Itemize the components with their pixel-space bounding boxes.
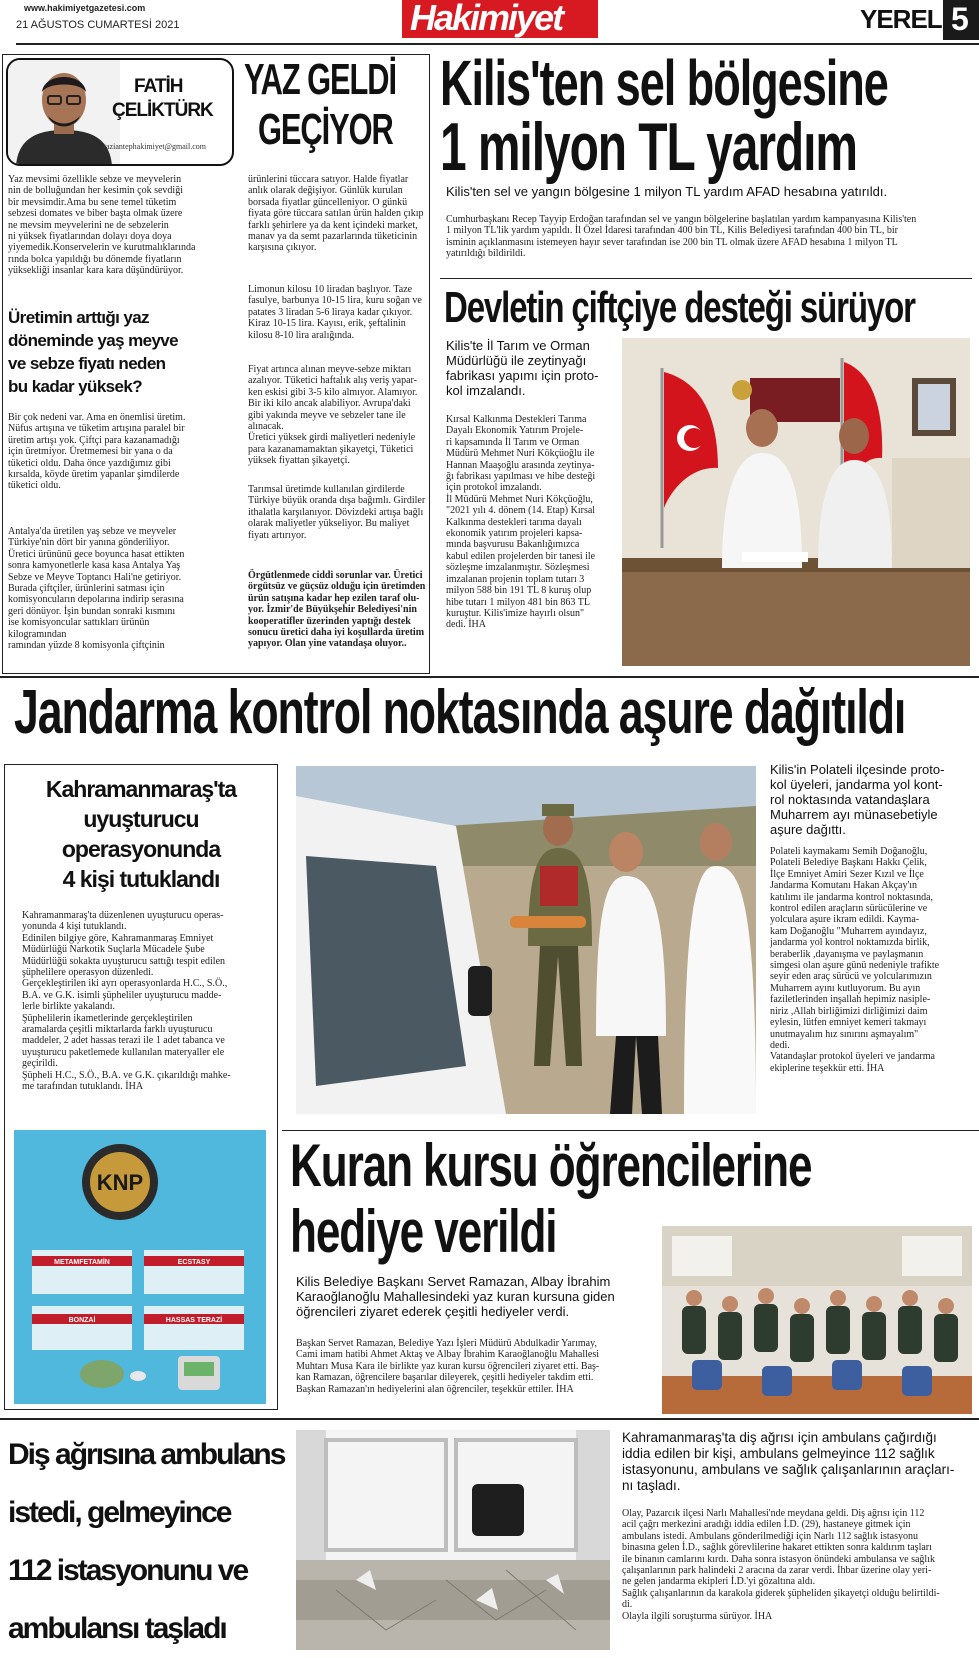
evidence-label: METAMFETAMİN xyxy=(54,1259,110,1266)
masthead xyxy=(0,0,979,44)
author-card xyxy=(6,58,234,166)
column-paragraph: Fiyat artınca alınan meyve-sebze miktarı azalıyor. Tüketici haftalık alış veriş yapar- ken eskisi gibi 3-5 kilo almıyor. Alamıyor. Bir iki kilo ancak alabiliyor. Avrupa'daki gibi yakında meyve ve sebzeler tane ile alınacak. Üretici yüksek girdi maliyetleri nedeniyle para kazanamamaktan şikayetçi, Tüketici yüksek fiyattan şikayetçi. xyxy=(248,364,418,467)
kilis-lead: Kilis'ten sel ve yangın bölgesine 1 milyon TL yardım AFAD hesabına yatırıldı. xyxy=(446,184,888,199)
author-email[interactable]: gaziantephakimiyet@gmail.com xyxy=(102,142,206,151)
kahramanmaras-photo xyxy=(14,1130,266,1404)
kahramanmaras-headline: Kahramanmaraş'ta uyuşturucu operasyonunda 4 kişi tutuklandı xyxy=(45,776,237,892)
page-number: 5 xyxy=(951,1,969,37)
jandarma-lead: Kilis'in Polateli ilçesinde proto- kol üyeleri, jandarma yol kont- rol noktasında vatandaşlara Muharrem ayı münasebetiyle aşure dağıttı. xyxy=(770,762,945,837)
ciftci-lead: Kilis'te İl Tarım ve Orman Müdürlüğü ile zeytinyağı fabrikası yapımı için proto- kol imzalandı. xyxy=(446,338,599,398)
column-title-line2: GEÇİYOR xyxy=(258,105,393,154)
logo-text: Hakimiyet xyxy=(410,0,563,38)
ambulans-headline: Diş ağrısına ambulans istedi, gelmeyince 112 istasyonunu ve ambulansı taşladı xyxy=(8,1438,285,1645)
column-paragraph: Limonun kilosu 10 liradan başlıyor. Taze fasulye, barbunya 10-15 lira, kuru soğan ve patates 3 liradan 5-6 liraya kadar çıkıyor. Kiraz 10-15 lira. Kayısı, erik, şeftalinin kilosu 8-10 lira aralığında. xyxy=(248,284,422,341)
knp-logo-text: KNP xyxy=(96,1170,144,1195)
column-title-line1: YAZ GELDİ xyxy=(244,55,396,104)
evidence-label: ECSTASY xyxy=(177,1259,211,1266)
column-paragraph: Tarımsal üretimde kullanılan girdilerde Türkiye büyük oranda dışa bağımlı. Girdiler ithalatla karşılanıyor. Dövizdeki artışa bağlı olarak maliyetler yükseliyor. Bu maliyet fiyatı artırıyor. xyxy=(248,484,426,541)
kilis-headline-line1: Kilis'ten sel bölgesine xyxy=(440,47,888,119)
ambulans-lead: Kahramanmaraş'ta diş ağrısı için ambulans çağırdığı iddia edilen bir kişi, ambulans gelmeyince 112 sağlık istasyonunu, ambulans ve sağlık çalışanlarının araçları- nı taşladı. xyxy=(622,1430,955,1493)
kilis-headline-line2: 1 milyon TL yardım xyxy=(440,109,857,185)
kuran-lead: Kilis Belediye Başkanı Servet Ramazan, Albay İbrahim Karaoğlanoğlu Mahallesindeki yaz kuran kursuna giden öğrencileri ziyaret ederek çeşitli hediyeler verdi. xyxy=(296,1274,615,1319)
kuran-headline-line1: Kuran kursu öğrencilerine xyxy=(290,1132,812,1199)
kahramanmaras-body: Kahramanmaraş'ta düzenlenen uyuşturucu operas- yonunda 4 kişi tutuklandı. Edinilen bilgiye göre, Kahramanmaraş Emniyet Müdürlüğü Narkotik Suçlarla Mücadele Şube Müdürlüğü sokakta uyuşturucu sattığı tespit edilen şüphelilere operasyon düzenledi. Gerçekleştirilen iki ayrı operasyonlarda H.C., S.Ö., B.A. ve G.K. isimli şüpheliler uyuşturucu madde- lerle birlikte yakalandı. Şüphelilerin ikametlerinde gerçekleştirilen aramalarda çeşitli miktarlarda farklı uyuşturucu maddeler, 2 adet hassas terazi ile 1 adet tabanca ve uyuşturucu paketlemede kullanılan materyaller ele geçirildi. Şüpheli H.C., S.Ö., B.A. ve G.K. çıkarıldığı mahke- me tarafından tutuklandı. İHA xyxy=(22,910,231,1093)
ambulans-photo xyxy=(296,1430,610,1650)
author-first-name: FATİH xyxy=(134,76,183,97)
section-rule xyxy=(440,278,972,279)
ciftci-body: Kırsal Kalkınma Destekleri Tarıma Dayalı Ekonomik Yatırım Projele- ri kapsamında İl Tarım ve Orman Müdürü Mehmet Nuri Kökçüoğlu ile Hannan Maaşoğlu arasında zeytinya- ğı fabrikası yapılması ve hibe desteği için protokol imzalandı. İl Müdürü Mehmet Nuri Kökçüoğlu, "2021 yılı 4. dönem (14. Etap) Kırsal Kalkınma destekleri tarıma dayalı ekonomik yatırım projeleri kapsa- mında başvurusu Bakanlığımızca kabul edilen projelerden bir tanesi ile sözleşme imzalanmıştır. Sözleşmesi imzalanan projenin toplam tutarı 3 milyon 588 bin 191 TL 8 kuruş olup hibe tutarı 1 milyon 481 bin 863 TL kuruştur. Kilis'imize hayırlı olsun" dedi. İHA xyxy=(446,414,596,631)
jandarma-photo xyxy=(296,766,756,1114)
issue-date: 21 AĞUSTOS CUMARTESİ 2021 xyxy=(16,19,180,31)
column-paragraph: Bir çok nedeni var. Ama en önemlisi üretim. Nüfus artışına ve tüketim artışına paralel bir üretim artışı yok. Çiftçi para kazanamadığı için üretmiyor. Üretmemesi bir yana o da tüketici oldu. Daha önce yazdığımız gibi kırsalda, köyde üretim yapanlar şimdilerde tüketici oldu. xyxy=(8,412,186,492)
jandarma-headline: Jandarma kontrol noktasında aşure dağıtıldı xyxy=(14,678,906,747)
column-paragraph-bold: Örgütlenmede ciddi sorunlar var. Üretici örgütsüz ve güçsüz olduğu için üretimden ürün satışına kadar hep ezilen taraf olu- yor. İzmir'de Büyükşehir Belediyesi'nin kooperatifler üzerinden yaptığı destek sonucu üretici daha iyi koşullarda üretim yapıyor. Olan yine vatandaşa oluyor.. xyxy=(248,570,426,650)
kilis-body: Cumhurbaşkanı Recep Tayyip Erdoğan tarafından sel ve yangın bölgelerine başlatılan yardım kampanyasına Kilis'ten 1 milyon TL'lik yardım yapıldı. İl Özel İdaresi tarafından 400 bin TL, Kilis Belediyesi tarafından 400 bin TL, bir isminin açıklanmasını istemeyen hayır sever tarafından ise 200 bin TL olmak üzere AFAD hesabına 1 milyon TL yatırıldığı bildirildi. xyxy=(446,214,917,260)
evidence-label: BONZAİ xyxy=(68,1317,96,1324)
section-rule xyxy=(282,1130,979,1131)
evidence-label: HASSAS TERAZİ xyxy=(165,1317,223,1324)
kuran-body: Başkan Servet Ramazan, Belediye Yazı İşleri Müdürü Abdulkadir Yarımay, Cami imam hatibi Ahmet Aktaş ve Albay İbrahim Karaoğlanoğlu Mahallesi Muhtarı Musa Kara ile birlikte yaz kuran kursu öğrencileri ziyaret etti. Baş- kan Ramazan, öğrencilere başarılar dileyerek, çeşitli hediyeler takdim etti. Başkan Ramazan'ın hediyelerini alan öğrenciler, teşekkür ettiler. İHA xyxy=(296,1338,600,1395)
ciftci-photo xyxy=(622,338,970,666)
logo[interactable] xyxy=(402,0,598,38)
column-subhead: Üretimin arttığı yaz döneminde yaş meyve ve sebze fiyatı neden bu kadar yüksek? xyxy=(8,308,179,396)
header-rule xyxy=(16,43,979,45)
kuran-photo xyxy=(662,1226,972,1414)
website-url[interactable]: www.hakimiyetgazetesi.com xyxy=(24,3,146,13)
ciftci-headline: Devletin çiftçiye desteği sürüyor xyxy=(444,283,915,332)
author-last-name: ÇELİKTÜRK xyxy=(112,100,213,121)
column-paragraph: Yaz mevsimi özellikle sebze ve meyvelerin nin de bolluğundan her kesimin çok sevdiği bir mevsimdir.Ama bu sene temel tüketim sebzesi domates ve biber başta olmak üzere ne mevsim meyvelerini ne de sebzelerin ni yüksek fiyatlarından dolayı doya doya yiyemedik.Konservelerin ve kurutmalıklarında rında bolca yapıldığı bu dönemde fiyatların yüksekliği insanlar kara kara düşündürüyor. xyxy=(8,174,196,277)
page-number-badge xyxy=(943,0,979,40)
section-label: YEREL xyxy=(860,4,942,34)
kuran-headline-line2: hediye verildi xyxy=(290,1198,557,1265)
ambulans-body: Olay, Pazarcık ilçesi Narlı Mahallesi'nde meydana geldi. Diş ağrısı için 112 acil çağrı merkezini aradığı iddia edilen İ.D. (29), hastaneye gitmek için ambulans istedi. Ambulans gönderilmediği için Narlı 112 sağlık istasyonu binasına gelen İ.D., sağlık görevlilerine hakaret ettikten sonra kaldırım taşları ile binanın camlarını kırdı. Daha sonra istasyon önündeki ambulansa ve sağlık çalışanlarının park halindeki 2 aracına da zarar verdi. İhbar üzerine olay yeri- ne gelen jandarma ekipleri İ.D.'yi gözaltına aldı. Sağlık çalışanlarının da karakola giderek şüpheliden şikayetçi olduğu belirtildi- di. Olayla ilgili soruşturma sürüyor. İHA xyxy=(622,1508,940,1622)
column-paragraph: ürünlerini tüccara satıyor. Halde fiyatlar anlık olarak değişiyor. Günlük kurulan borsada fiyatlar güncelleniyor. O günkü fiyata göre tüccara satılan ürün halden çıkıp farklı şehirlere ya da kent içindeki market, manav ya da semt pazarlarında tüketicinin karşısına çıkıyor. xyxy=(248,174,424,254)
column-paragraph: Antalya'da üretilen yaş sebze ve meyveler Türkiye'nin dört bir yanına gönderiliyor. Üretici ürününü gece boyunca hasat ettikten sonra kamyonetlerle kasa kasa Antalya Yaş Sebze ve Meyve Toptancı Hali'ne getiriyor. Burada çiftçiler, ürünlerini satması için komisyoncuların depolarına indirip serasına geri dönüyor. İşin bundan sonraki kısmını ise komisyoncular sattıkları ürünün kilogramından ramından yüzde 8 komisyonla çiftçinin xyxy=(8,526,185,652)
jandarma-body: Polateli kaymakamı Semih Doğanoğlu, Polateli Belediye Başkanı Hakkı Çelik, İlçe Emniyet Amiri Sezer Kızıl ve İlçe Jandarma Komutanı Hakan Akçay'ın katılımı ile jandarma kontrol noktasında, kontrol edilen araçların sürücülerine ve yolculara aşure ikram edildi. Kayma- kam Doğanoğlu "Muharrem ayındayız, jandarma yol kontrol noktamızda birlik, beraberlik ,dayanışma ve paylaşmanın simgesi olan aşure günü nedeniyle trafikte seyir eden araç sürücü ve yolcularımızın Muharrem ayını kutluyorum. Bu ayın faziletlerinden inşallah hepimiz nasiple- niriz ,Allah birliğimizi dirliğimizi daim eylesin, lütfen emniyet kemeri takmayı unutmayalım hız sınırını aşmayalım" dedi. Vatandaşlar protokol üyeleri ve jandarma ekiplerine teşekkür etti. İHA xyxy=(770,846,940,1074)
section-rule xyxy=(0,1418,979,1420)
